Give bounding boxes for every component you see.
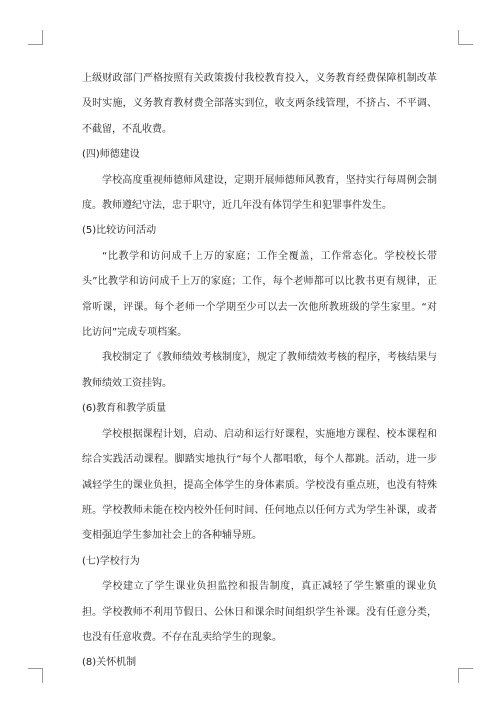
section-heading-comparison-visits: (5)比较访问活动 [82,225,157,237]
crop-mark-bottom-right [458,668,473,683]
section-heading-teacher-ethics: (四)师德建设 [82,149,140,161]
paragraph-teacher-ethics: 学校高度重视师德师风建设，定期开展师德师风教育，坚持实行每周例会制度。教师遵纪守法，忠于职守，近几年没有体罚学生和犯罪事件发生。 [82,174,437,212]
crop-mark-top-left [28,30,43,45]
paragraph-performance-assessment: 我校制定了《教师绩效考核制度》，规定了教师绩效考核的程序，考核结果与教师绩效工资挂钩。 [82,352,437,389]
crop-mark-bottom-left [28,668,43,683]
paragraph-funding: 上级财政部门严格按照有关政策拨付我校教育投入，义务教育经费保障机制改革及时实施，义务教育教材费全部落实到位，收支两条线管理，不挤占、不平调、不截留，不乱收费。 [82,73,437,135]
document-body [82,66,437,676]
paragraph-comparison-visits: “比教学和访问成千上万的家庭；工作全覆盖，工作常态化。学校校长带头”比教学和访问成千上万的家庭；工作，每个老师都可以比教书更有规律，正常听课，评课。每个老师一个学期至少可以去一次他所教班级的学生家里。“对比访问”完成专项档案。 [82,250,437,339]
paragraph-school-conduct: 学校建立了学生课业负担监控和报告制度，真正减轻了学生繁重的课业负担。学校教师不利用节假日、公休日和课余时间组织学生补课。没有任意分类，也没有任意收费。不存在乱卖给学生的现象。 [82,581,437,643]
crop-mark-top-right [458,30,473,45]
section-heading-school-conduct: (七)学校行为 [82,555,140,567]
paragraph-teaching-quality: 学校根据课程计划，启动、启动和运行好课程，实施地方课程、校本课程和综合实践活动课程。脚踏实地执行“每个人都唱歌，每个人都跳。活动，进一步减轻学生的课业负担，提高全体学生的身体素质。学校没有重点班，也没有特殊班。学校教师未能在校内校外任何时间、任何地点以任何方式为学生补课，或者变相强迫学生参加社会上的各种辅导班。 [82,428,437,542]
section-heading-care-mechanism: (8)关怀机制 [82,657,137,669]
section-heading-teaching-quality: (6)教育和教学质量 [82,403,167,415]
